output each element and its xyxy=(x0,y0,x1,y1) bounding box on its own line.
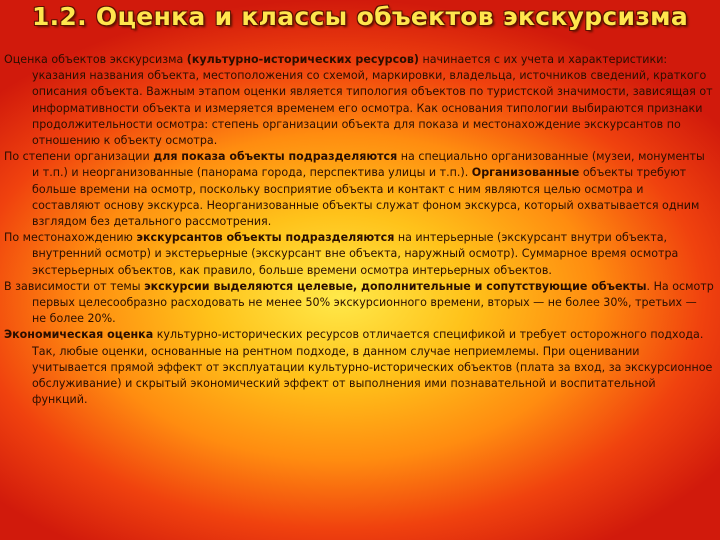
text-run-bold: Организованные xyxy=(471,166,580,180)
slide-title: 1.2. Оценка и классы объектов экскурсизма xyxy=(31,2,689,31)
slide-body xyxy=(4,52,714,408)
text-run: объекты требуют больше времени на осмотр, поскольку восприятие объекта и контакт с ним являются целью осмотра и составляют основу экскурса. Неорганизованные объекты служат фоном экскурса, который охватывается одним взглядом без детального рассмотрения. xyxy=(32,166,700,229)
paragraph-economic xyxy=(4,327,714,408)
text-run: В зависимости от темы xyxy=(4,279,145,293)
text-run: По степени организации xyxy=(4,150,154,164)
text-run-bold: для показа объекты подразделяются xyxy=(153,150,398,164)
text-run: начинается с их учета и характеристики: указания названия объекта, местоположения со схемой, маркировки, владельца, источников сведений, краткого описания объекта. Важным этапом оценки является типология объектов по туристской значимости, зависящая от информативности объекта и измеряется временем его осмотра. Как основания типологии выбираются признаки продолжительности осмотра: степень организации объекта для показа и местонахождение экскурсантов по отношению к объекту осмотра. xyxy=(32,53,713,148)
paragraph-theme xyxy=(4,279,714,328)
paragraph-assessment xyxy=(4,52,714,149)
paragraph-location xyxy=(4,230,714,279)
text-run: на интерьерные (экскурсант внутри объекта, внутренний осмотр) и экстерьерные (экскурсант вне объекта, наружный осмотр). Суммарное время осмотра экстерьерных объектов, как правило, больше времени осмотра интерьерных объектов. xyxy=(32,231,679,277)
text-run-bold: Экономическая оценка xyxy=(4,328,154,342)
paragraph-organization xyxy=(4,149,714,230)
text-run: . На осмотр первых целесообразно расходовать не менее 50% экскурсионного времени, вторых — не более 30%, третьих — не более 20%. xyxy=(32,279,714,326)
text-run-bold: экскурсии выделяются целевые, дополнительные и сопутствующие объекты xyxy=(144,279,647,293)
text-run: культурно-исторических ресурсов отличается спецификой и требует осторожного подхода. Так, любые оценки, основанные на рентном подходе, в данном случае неприемлемы. При оценивании учитывается прямой эффект от эксплуатации культурно-исторических объектов (плата за вход, за экскурсионное обслуживание) и скрытый экономический эффект от выполнения ими познавательной и воспитательной функций. xyxy=(32,328,713,407)
text-run-bold: (культурно-исторических ресурсов) xyxy=(186,53,419,66)
text-run: на специально организованные (музеи, монументы и т.п.) и неорганизованные (панорама города, перспектива улицы и т.п.). xyxy=(32,150,705,180)
text-run-bold: экскурсантов объекты подразделяются xyxy=(136,231,395,245)
text-run: Оценка объектов экскурсизма xyxy=(4,53,187,66)
text-run: По местонахождению xyxy=(4,231,137,245)
